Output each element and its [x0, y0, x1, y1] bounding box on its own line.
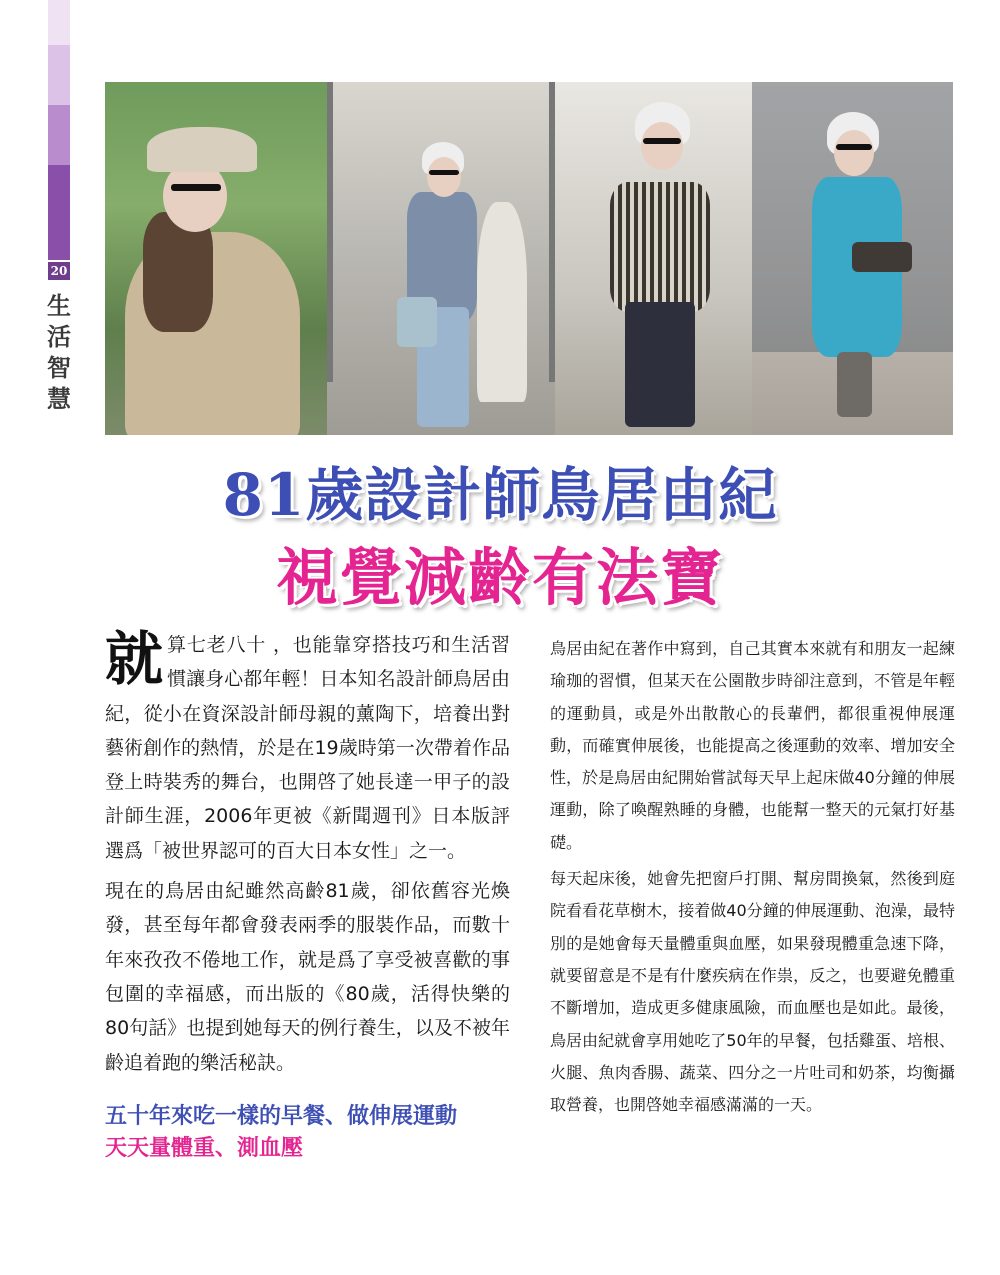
mannequin [477, 202, 527, 402]
handbag [397, 297, 437, 347]
photo-strip [105, 82, 953, 435]
paragraph: 每天起床後，她會先把窗戶打開、幫房間換氣，然後到庭院看看花草樹木，接着做40分鐘的伸展運動、泡澡，最特別的是她會每天量體重與血壓，如果發現體重急速下降，就要留意是不是有什麼疾病在作祟，反之，也要避免體重不斷增加，造成更多健康風險，而血壓也是如此。最後，鳥居由紀就會享用她吃了50年的早餐，包括雞蛋、培根、火腿、魚肉香腸、蔬菜、四分之一片吐司和奶茶，均衡攝取營養，也開啓她幸福感滿滿的一天。 [550, 869, 955, 1115]
paragraph: 鳥居由紀在著作中寫到，自己其實本來就有和朋友一起練瑜珈的習慣，但某天在公園散步時卻注意到，不管是年輕的運動員，或是外出散散心的長輩們，都很重視伸展運動，而確實伸展後，也能提高之後運動的效率、增加安全性，於是鳥居由紀開始嘗試每天早上起床做40分鐘的伸展運動，除了喚醒熟睡的身體，也能幫一整天的元氣打好基礎。 [550, 639, 955, 852]
boots [837, 352, 872, 417]
margin-strip-pale [48, 45, 70, 105]
photo-storefront [327, 82, 555, 435]
head [834, 130, 874, 176]
handbag [852, 242, 912, 272]
section-label [44, 290, 74, 414]
margin-strip-light [48, 0, 70, 45]
right-column [550, 633, 955, 1125]
section-char: 活 [47, 322, 71, 351]
margin-strip-medium [48, 105, 70, 165]
sunglasses [643, 138, 681, 144]
section-char: 慧 [47, 384, 71, 413]
striped-jacket [610, 182, 710, 312]
photo-striped-jacket [555, 82, 752, 435]
section-char: 生 [47, 291, 71, 320]
sunglasses [429, 170, 459, 175]
page-number: 20 [48, 262, 70, 280]
photo-blue-coat [752, 82, 953, 435]
paragraph [105, 625, 510, 868]
drop-cap: 就 [105, 625, 164, 693]
article-title: 81歲設計師鳥居由紀 [222, 461, 778, 529]
subheading-line: 天天量體重、測血壓 [105, 1135, 304, 1161]
paragraph: 現在的鳥居由紀雖然高齡81歲，卻依舊容光煥發，甚至每年都會發表兩季的服裝作品，而數十年來孜孜不倦地工作，就是爲了享受被喜歡的事包圍的幸福感，而出版的《80歲，活得快樂的80句話》也提到她每天的例行養生，以及不被年齡追着跑的樂活秘訣。 [105, 880, 510, 1074]
section-char: 智 [47, 353, 71, 382]
photo-garden [105, 82, 327, 435]
paragraph-text: 算七老八十 ，也能靠穿搭技巧和生活習慣讓身心都年輕！日本知名設計師鳥居由紀，從小在資深設計師母親的薰陶下，培養出對藝術創作的熱情，於是在19歲時第一次帶着作品登上時裝秀的舞台，也開啓了她長達一甲子的設計師生涯，2006年更被《新聞週刊》日本版評選爲「被世界認可的百大日本女性」之一。 [105, 634, 510, 862]
margin-strip-dark [48, 165, 70, 260]
head [641, 122, 683, 170]
cap [147, 127, 257, 172]
sunglasses [836, 144, 872, 150]
section-subheading [105, 1100, 525, 1164]
left-column [105, 625, 510, 1086]
head [427, 157, 461, 197]
subheading-line: 五十年來吃一樣的早餐、做伸展運動 [105, 1103, 458, 1129]
article-subtitle: 視覺減齡有法寶 [275, 541, 724, 614]
sunglasses [171, 184, 221, 191]
dark-pants [625, 302, 695, 427]
